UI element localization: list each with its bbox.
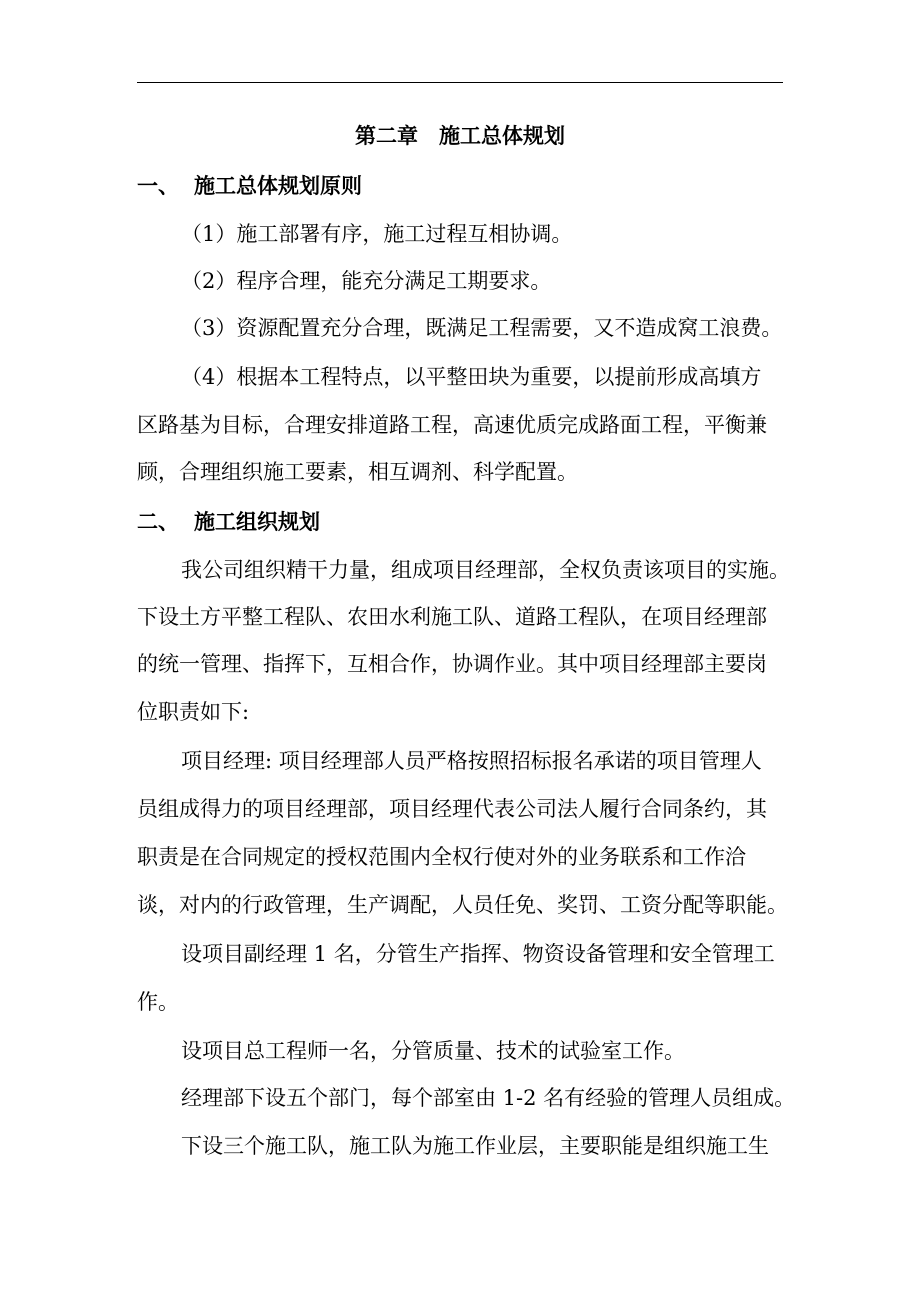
header-rule [137,82,783,83]
org-para-4: 设项目总工程师一名，分管质量、技术的试验室工作。 [181,1039,685,1063]
principle-item-4-line-3: 顾，合理组织施工要素，相互调剂、科学配置。 [137,460,578,484]
principle-item-2: （2）程序合理，能充分满足工期要求。 [181,269,552,293]
principle-item-4-line-2: 区路基为目标，合理安排道路工程，高速优质完成路面工程，平衡兼 [137,413,767,437]
chapter-title: 第二章 施工总体规划 [355,123,565,148]
section-1-title: 施工总体规划原则 [194,173,362,198]
section-2-number: 二、 [137,509,179,534]
principle-item-4-line-1: （4）根据本工程特点，以平整田块为重要，以提前形成高填方 [181,365,762,389]
section-1-number: 一、 [137,173,179,198]
org-para-2-line-3: 职责是在合同规定的授权范围内全权行使对外的业务联系和工作洽 [137,845,746,869]
org-para-3-line-2: 作。 [137,990,179,1014]
section-2-heading [137,510,320,534]
principle-item-1: （1）施工部署有序，施工过程互相协调。 [181,222,573,246]
org-para-1-line-3: 的统一管理、指挥下，互相合作，协调作业。其中项目经理部主要岗 [137,652,767,676]
org-para-1-line-2: 下设土方平整工程队、农田水利施工队、道路工程队，在项目经理部 [137,605,767,629]
org-para-1-line-1: 我公司组织精干力量，组成项目经理部，全权负责该项目的实施。 [181,558,790,582]
org-para-5: 经理部下设五个部门，每个部室由 1-2 名有经验的管理人员组成。 [181,1086,796,1110]
org-para-2-line-4: 谈，对内的行政管理，生产调配，人员任免、奖罚、工资分配等职能。 [137,893,788,917]
org-para-2-line-2: 员组成得力的项目经理部，项目经理代表公司法人履行合同条约，其 [137,797,767,821]
org-para-6: 下设三个施工队，施工队为施工作业层，主要职能是组织施工生 [181,1134,769,1158]
org-para-2-line-1: 项目经理: 项目经理部人员严格按照招标报名承诺的项目管理人 [181,749,762,773]
section-2-title: 施工组织规划 [194,509,320,534]
section-1-heading [137,174,362,198]
org-para-1-line-4: 位职责如下: [137,700,250,724]
principle-item-3: （3）资源配置充分合理，既满足工程需要，又不造成窝工浪费。 [181,316,783,340]
org-para-3-line-1: 设项目副经理 1 名，分管生产指挥、物资设备管理和安全管理工 [181,942,775,966]
